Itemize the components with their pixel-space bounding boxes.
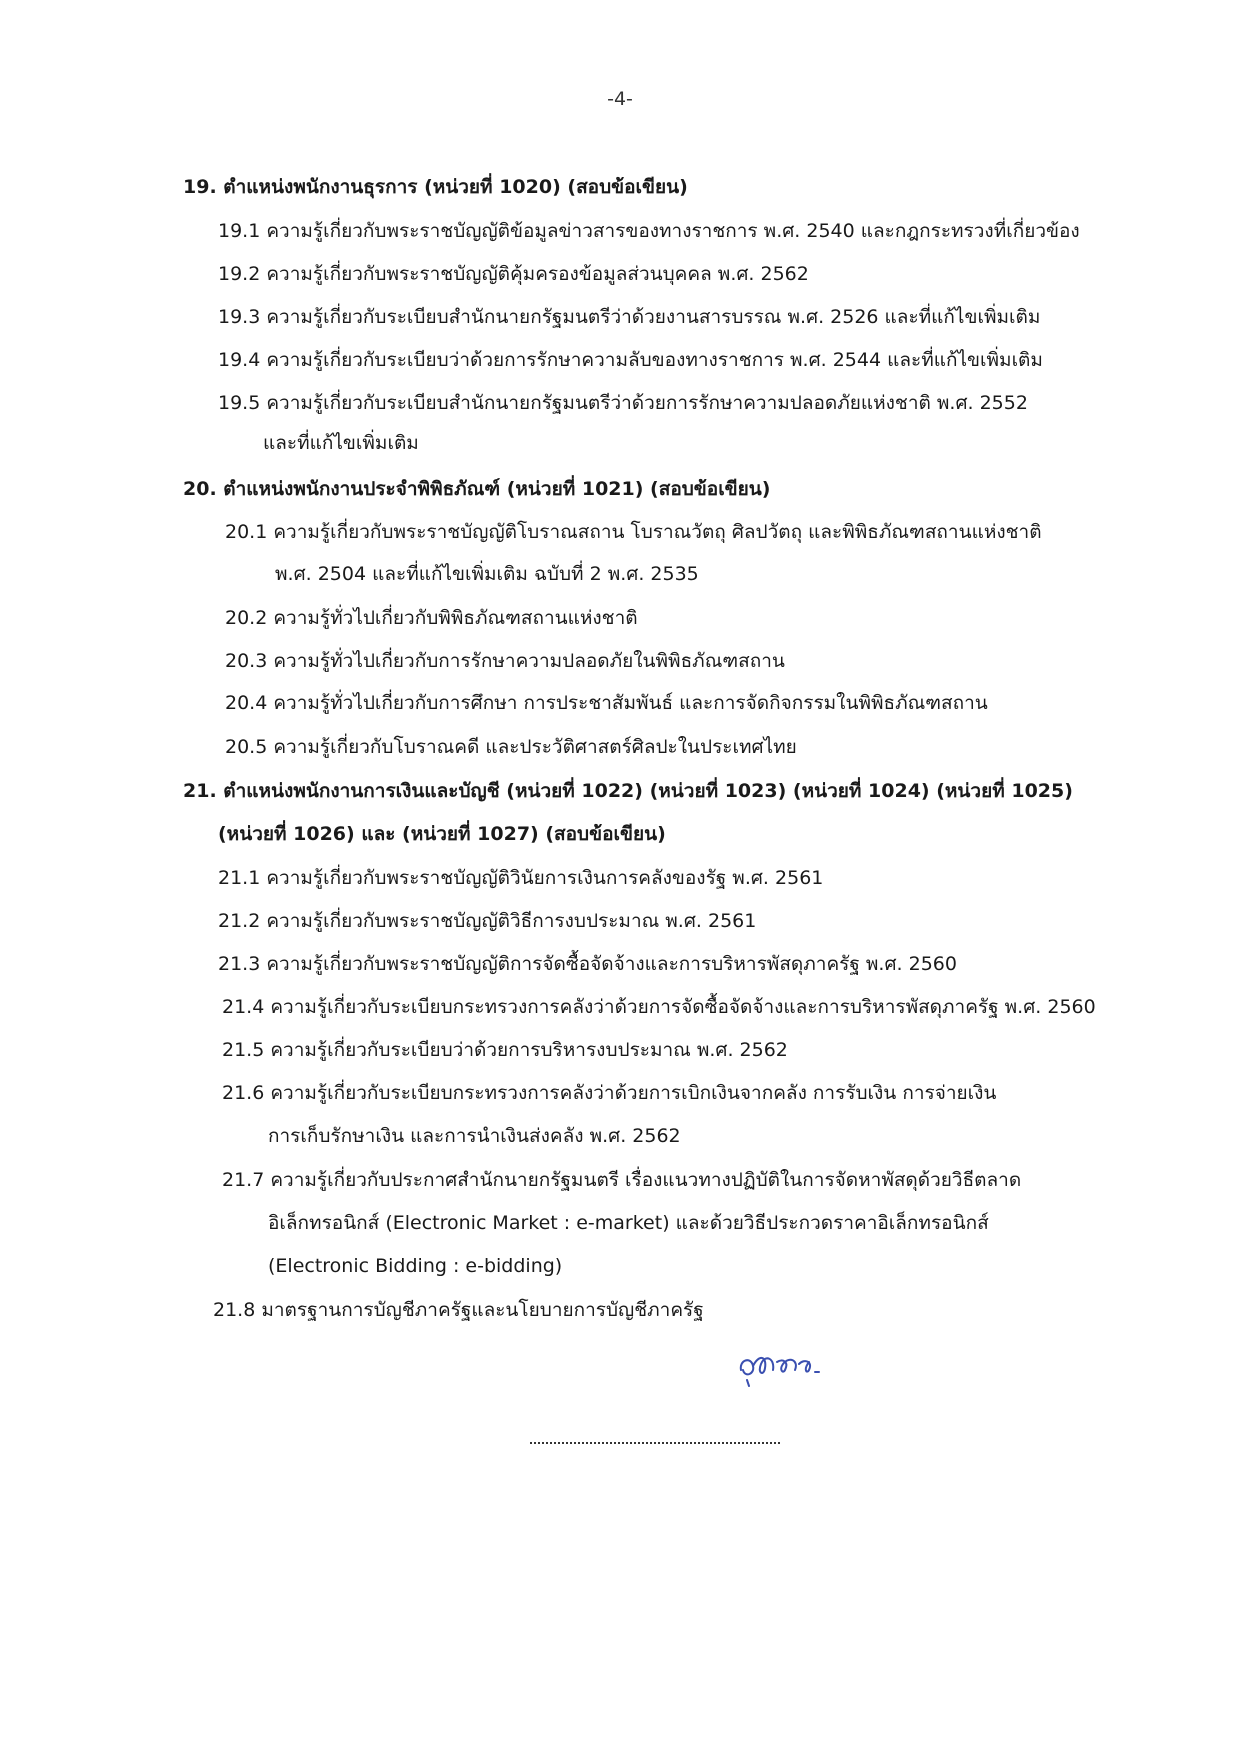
signature-mark: [733, 1340, 833, 1388]
item-20-3: 20.3 ความรู้ทั่วไปเกี่ยวกับการรักษาความปลอดภัยในพิพิธภัณฑสถาน: [225, 650, 785, 672]
item-21-5: 21.5 ความรู้เกี่ยวกับระเบียบว่าด้วยการบริหารงบประมาณ พ.ศ. 2562: [222, 1039, 788, 1061]
item-19-4: 19.4 ความรู้เกี่ยวกับระเบียบว่าด้วยการรักษาความลับของทางราชการ พ.ศ. 2544 และที่แก้ไขเพิ่มเติม: [218, 349, 1043, 371]
section-21-heading-cont: (หน่วยที่ 1026) และ (หน่วยที่ 1027) (สอบข้อเขียน): [218, 823, 666, 845]
item-21-7-cont-1: อิเล็กทรอนิกส์ (Electronic Market : e-market) และด้วยวิธีประกวดราคาอิเล็กทรอนิกส์: [268, 1212, 989, 1234]
item-21-8: 21.8 มาตรฐานการบัญชีภาครัฐและนโยบายการบัญชีภาครัฐ: [213, 1299, 704, 1321]
end-dotted-line: [530, 1442, 780, 1444]
item-19-1: 19.1 ความรู้เกี่ยวกับพระราชบัญญัติข้อมูลข่าวสารของทางราชการ พ.ศ. 2540 และกฎกระทรวงที่เกี่ยวข้อง: [218, 220, 1080, 242]
section-21-heading: 21. ตำแหน่งพนักงานการเงินและบัญชี (หน่วยที่ 1022) (หน่วยที่ 1023) (หน่วยที่ 1024) (หน่วยที่ 1025): [183, 780, 1073, 802]
section-19-heading: 19. ตำแหน่งพนักงานธุรการ (หน่วยที่ 1020) (สอบข้อเขียน): [183, 176, 688, 198]
item-20-1-cont: พ.ศ. 2504 และที่แก้ไขเพิ่มเติม ฉบับที่ 2 พ.ศ. 2535: [275, 563, 699, 585]
item-19-5: 19.5 ความรู้เกี่ยวกับระเบียบสำนักนายกรัฐมนตรีว่าด้วยการรักษาความปลอดภัยแห่งชาติ พ.ศ. 2552: [218, 392, 1028, 414]
item-19-2: 19.2 ความรู้เกี่ยวกับพระราชบัญญัติคุ้มครองข้อมูลส่วนบุคคล พ.ศ. 2562: [218, 263, 809, 285]
item-21-7: 21.7 ความรู้เกี่ยวกับประกาศสำนักนายกรัฐมนตรี เรื่องแนวทางปฏิบัติในการจัดหาพัสดุด้วยวิธีตลาด: [222, 1169, 1022, 1191]
item-20-2: 20.2 ความรู้ทั่วไปเกี่ยวกับพิพิธภัณฑสถานแห่งชาติ: [225, 607, 638, 629]
item-21-6: 21.6 ความรู้เกี่ยวกับระเบียบกระทรวงการคลังว่าด้วยการเบิกเงินจากคลัง การรับเงิน การจ่ายเงิน: [222, 1082, 997, 1104]
item-20-5: 20.5 ความรู้เกี่ยวกับโบราณคดี และประวัติศาสตร์ศิลปะในประเทศไทย: [225, 736, 797, 758]
item-21-4: 21.4 ความรู้เกี่ยวกับระเบียบกระทรวงการคลังว่าด้วยการจัดซื้อจัดจ้างและการบริหารพัสดุภาครัฐ พ.ศ. 2560: [222, 996, 1096, 1018]
page-number: -4-: [607, 88, 633, 110]
item-21-1: 21.1 ความรู้เกี่ยวกับพระราชบัญญัติวินัยการเงินการคลังของรัฐ พ.ศ. 2561: [218, 867, 824, 889]
item-20-1: 20.1 ความรู้เกี่ยวกับพระราชบัญญัติโบราณสถาน โบราณวัตถุ ศิลปวัตถุ และพิพิธภัณฑสถานแห่งชาติ: [225, 521, 1042, 543]
section-20-heading: 20. ตำแหน่งพนักงานประจำพิพิธภัณฑ์ (หน่วยที่ 1021) (สอบข้อเขียน): [183, 478, 771, 500]
item-21-2: 21.2 ความรู้เกี่ยวกับพระราชบัญญัติวิธีการงบประมาณ พ.ศ. 2561: [218, 910, 757, 932]
item-19-3: 19.3 ความรู้เกี่ยวกับระเบียบสำนักนายกรัฐมนตรีว่าด้วยงานสารบรรณ พ.ศ. 2526 และที่แก้ไขเพิ่มเติม: [218, 306, 1041, 328]
item-21-3: 21.3 ความรู้เกี่ยวกับพระราชบัญญัติการจัดซื้อจัดจ้างและการบริหารพัสดุภาครัฐ พ.ศ. 2560: [218, 953, 957, 975]
item-21-7-cont-2: (Electronic Bidding : e-bidding): [268, 1255, 563, 1277]
item-19-5-cont: และที่แก้ไขเพิ่มเติม: [263, 432, 419, 454]
item-20-4: 20.4 ความรู้ทั่วไปเกี่ยวกับการศึกษา การประชาสัมพันธ์ และการจัดกิจกรรมในพิพิธภัณฑสถาน: [225, 692, 988, 714]
item-21-6-cont: การเก็บรักษาเงิน และการนำเงินส่งคลัง พ.ศ. 2562: [268, 1125, 681, 1147]
